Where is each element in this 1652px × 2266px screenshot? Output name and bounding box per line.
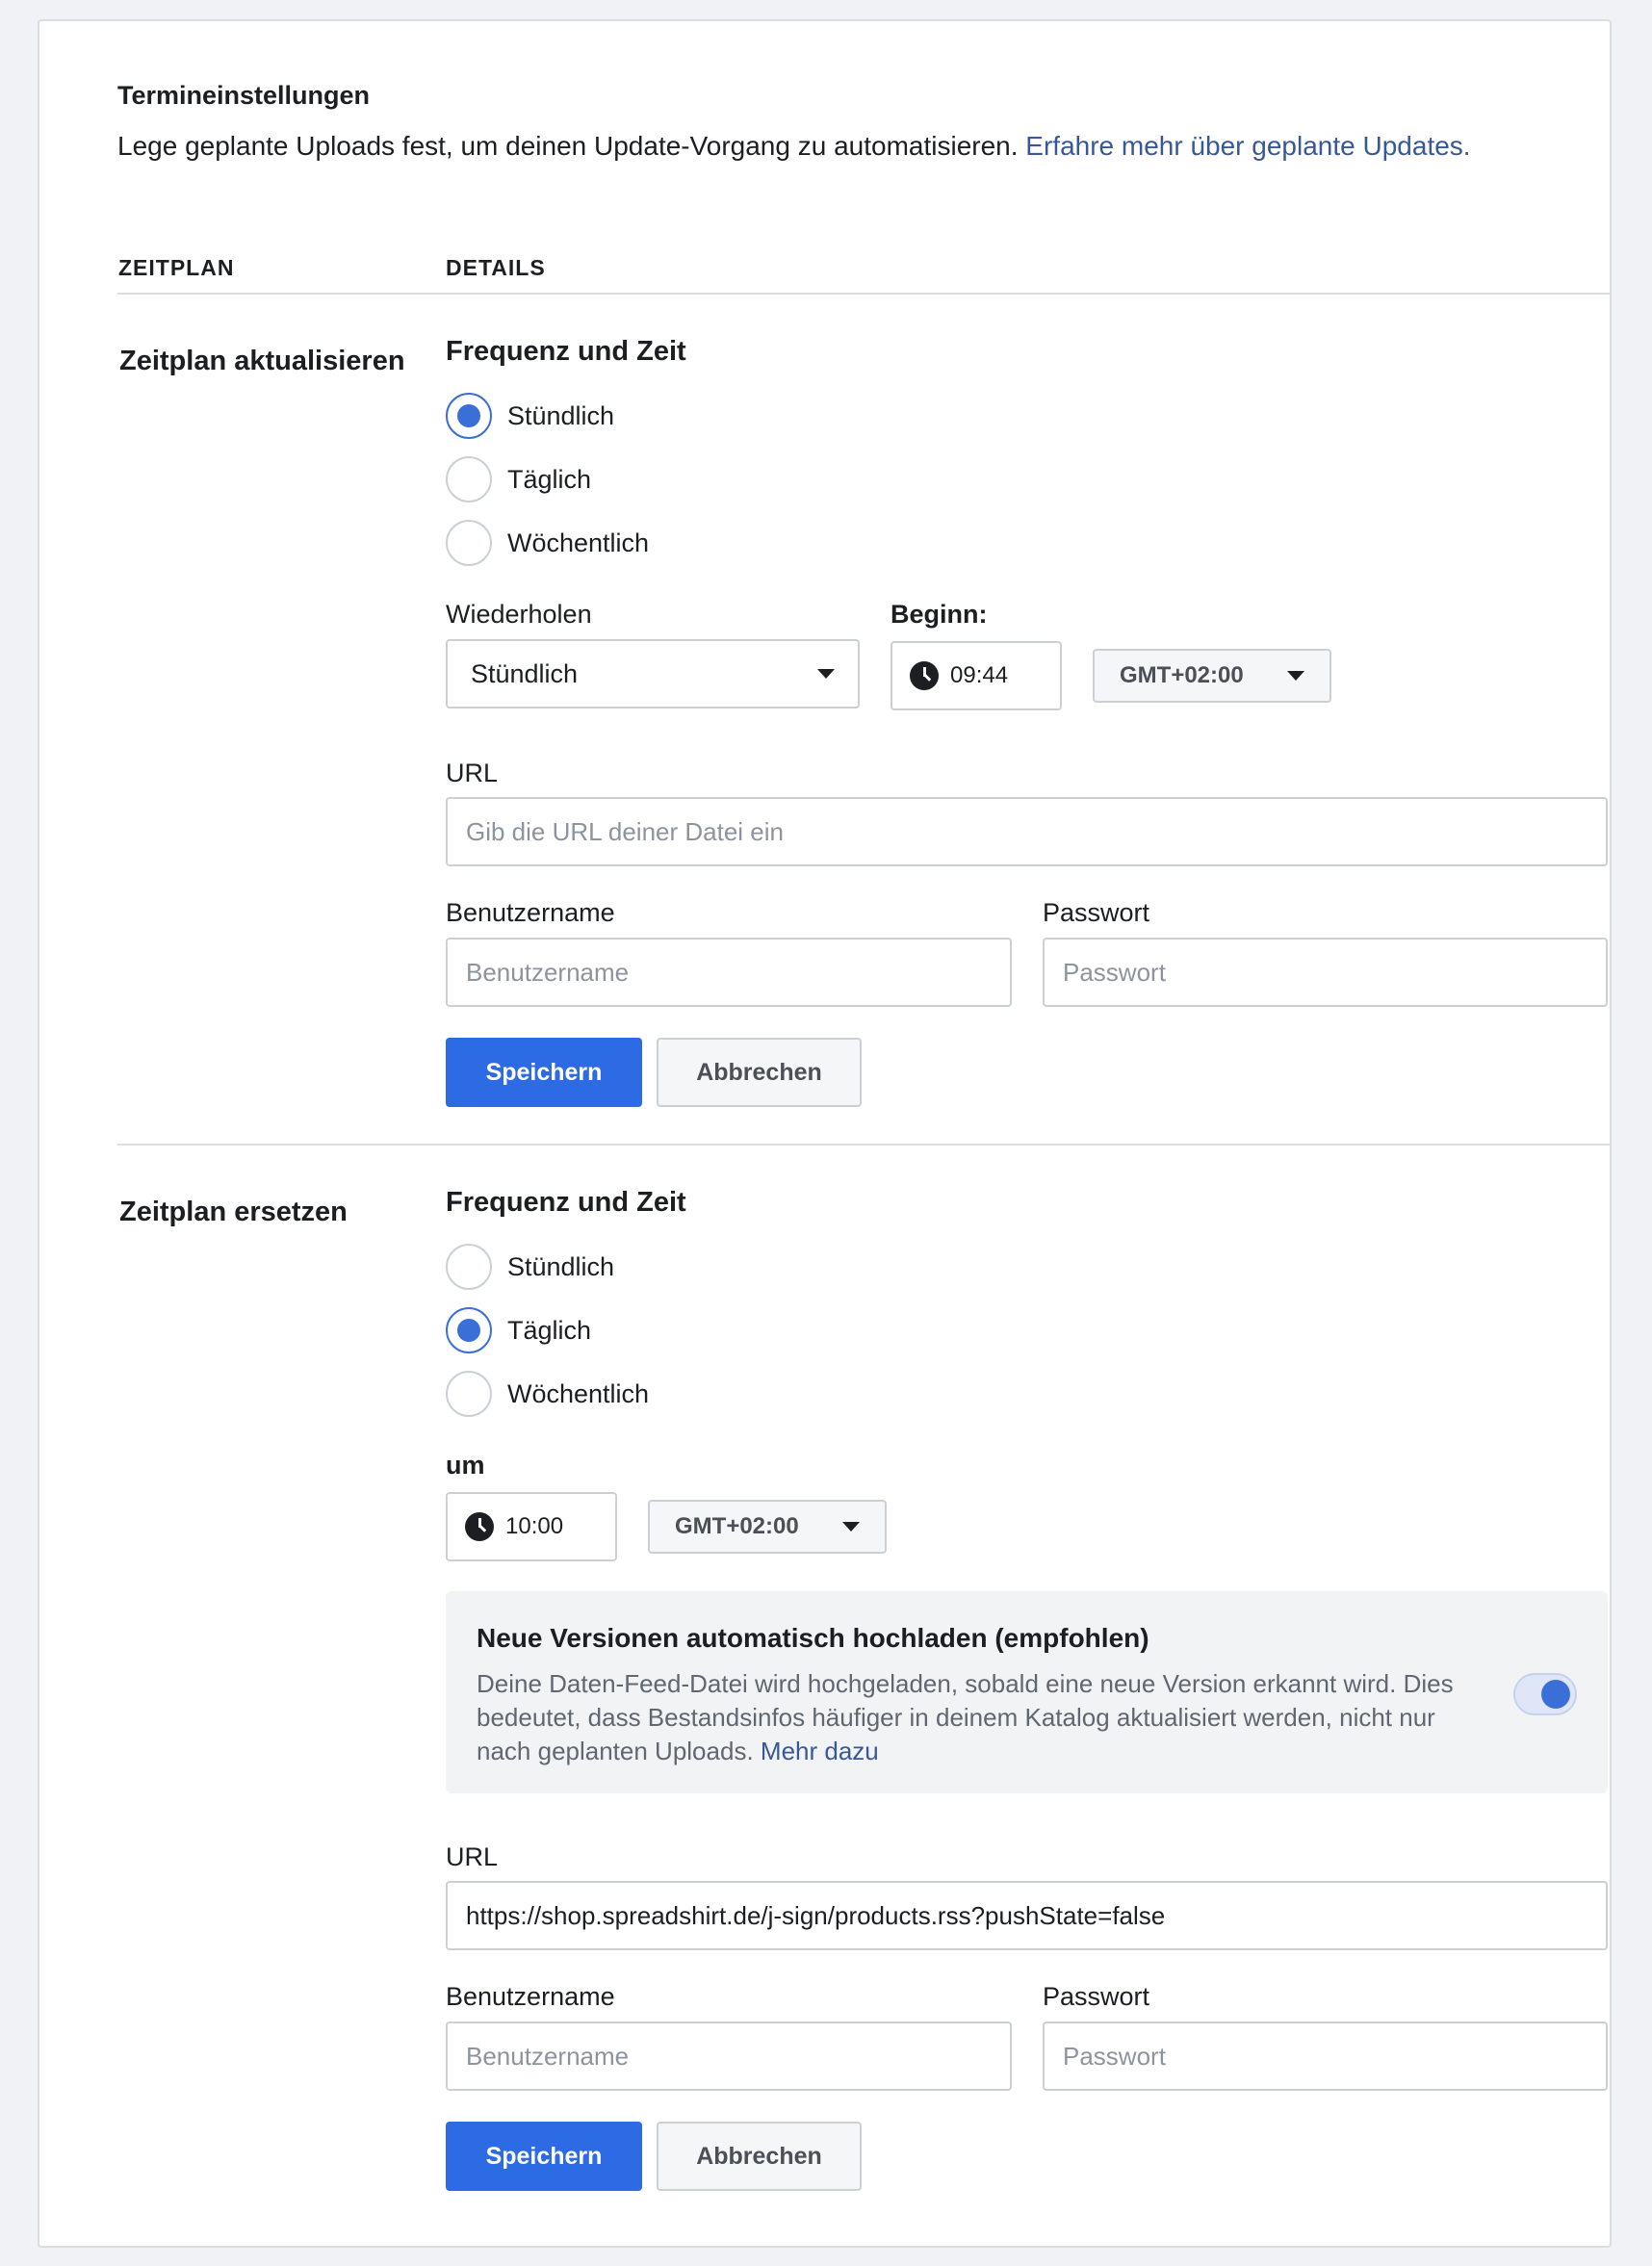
section-divider <box>117 1144 1610 1146</box>
intro-text <box>117 131 1471 162</box>
update-url-input[interactable] <box>446 797 1608 866</box>
start-time-value: 09:44 <box>950 662 1009 688</box>
update-timezone-select[interactable] <box>1093 649 1331 703</box>
replace-radio-hourly[interactable] <box>446 1244 614 1290</box>
replace-username-input[interactable] <box>446 2021 1012 2091</box>
replace-save-button[interactable]: Speichern <box>446 2122 642 2191</box>
radio-label: Täglich <box>507 1315 592 1345</box>
caret-down-icon <box>842 1522 860 1532</box>
timezone-value: GMT+02:00 <box>675 1513 799 1539</box>
auto-upload-description <box>477 1667 1458 1768</box>
replace-url-label: URL <box>446 1842 499 1871</box>
auto-upload-panel <box>446 1591 1608 1793</box>
update-frequency-heading: Frequenz und Zeit <box>446 336 686 367</box>
replace-frequency-heading: Frequenz und Zeit <box>446 1187 686 1218</box>
toggle-knob <box>1541 1680 1570 1709</box>
column-header-details: DETAILS <box>446 255 546 280</box>
radio-label: Wöchentlich <box>507 528 650 557</box>
radio-button[interactable] <box>446 520 492 566</box>
more-info-link[interactable]: Mehr dazu <box>760 1737 879 1765</box>
radio-button[interactable] <box>446 1244 492 1290</box>
update-radio-hourly[interactable] <box>446 393 614 439</box>
start-label: Beginn: <box>891 600 988 629</box>
replace-radio-daily[interactable] <box>446 1307 591 1353</box>
timezone-value: GMT+02:00 <box>1120 662 1244 688</box>
caret-down-icon <box>1287 671 1304 681</box>
clock-icon <box>910 661 939 690</box>
update-password-label: Passwort <box>1043 898 1150 927</box>
update-username-label: Benutzername <box>446 898 615 927</box>
replace-cancel-button[interactable]: Abbrechen <box>657 2122 862 2191</box>
replace-time-input[interactable] <box>446 1492 617 1561</box>
replace-url-input[interactable] <box>446 1881 1608 1950</box>
replace-timezone-select[interactable] <box>648 1500 887 1554</box>
radio-dot <box>457 404 480 427</box>
radio-button[interactable] <box>446 1371 492 1417</box>
radio-button[interactable] <box>446 1307 492 1353</box>
radio-label: Wöchentlich <box>507 1378 650 1408</box>
update-cancel-button[interactable]: Abbrechen <box>657 1038 862 1107</box>
replace-time-value: 10:00 <box>505 1513 564 1539</box>
radio-label: Stündlich <box>507 1251 615 1281</box>
auto-upload-description-text: Deine Daten-Feed-Datei wird hochgeladen, sobald eine neue Version erkannt wird. Dies bedeutet, dass Bestandsinfos häufiger in deinem Katalog aktualisiert werden, nicht nur nach geplanten Uploads. <box>477 1669 1454 1765</box>
radio-label: Täglich <box>507 464 592 494</box>
header-divider <box>117 293 1610 295</box>
schedule-settings-card <box>38 19 1612 2248</box>
radio-label: Stündlich <box>507 400 615 430</box>
update-radio-weekly[interactable] <box>446 520 649 566</box>
update-save-button[interactable]: Speichern <box>446 1038 642 1107</box>
intro-description: Lege geplante Uploads fest, um deinen Update-Vorgang zu automatisieren. <box>117 131 1019 161</box>
replace-username-label: Benutzername <box>446 1982 615 2011</box>
caret-down-icon <box>817 669 835 679</box>
start-time-input[interactable] <box>891 641 1062 710</box>
page-title: Termineinstellungen <box>117 81 371 110</box>
at-label: um <box>446 1451 485 1480</box>
learn-more-link[interactable]: Erfahre mehr über geplante Updates. <box>1025 131 1471 161</box>
radio-button[interactable] <box>446 456 492 502</box>
update-password-input[interactable] <box>1043 938 1608 1007</box>
update-url-label: URL <box>446 759 499 787</box>
replace-radio-weekly[interactable] <box>446 1371 649 1417</box>
replace-password-label: Passwort <box>1043 1982 1150 2011</box>
auto-upload-title: Neue Versionen automatisch hochladen (empfohlen) <box>477 1623 1149 1653</box>
update-radio-daily[interactable] <box>446 456 591 502</box>
radio-button[interactable] <box>446 393 492 439</box>
column-header-schedule: ZEITPLAN <box>118 255 235 280</box>
radio-dot <box>457 1319 480 1342</box>
repeat-select-value: Stündlich <box>471 658 579 688</box>
update-username-input[interactable] <box>446 938 1012 1007</box>
replace-password-input[interactable] <box>1043 2021 1608 2091</box>
repeat-label: Wiederholen <box>446 600 592 629</box>
repeat-select[interactable] <box>446 639 860 708</box>
replace-schedule-label: Zeitplan ersetzen <box>119 1197 348 1227</box>
update-schedule-label: Zeitplan aktualisieren <box>119 346 405 376</box>
clock-icon <box>465 1512 494 1541</box>
auto-upload-toggle[interactable] <box>1513 1673 1577 1715</box>
